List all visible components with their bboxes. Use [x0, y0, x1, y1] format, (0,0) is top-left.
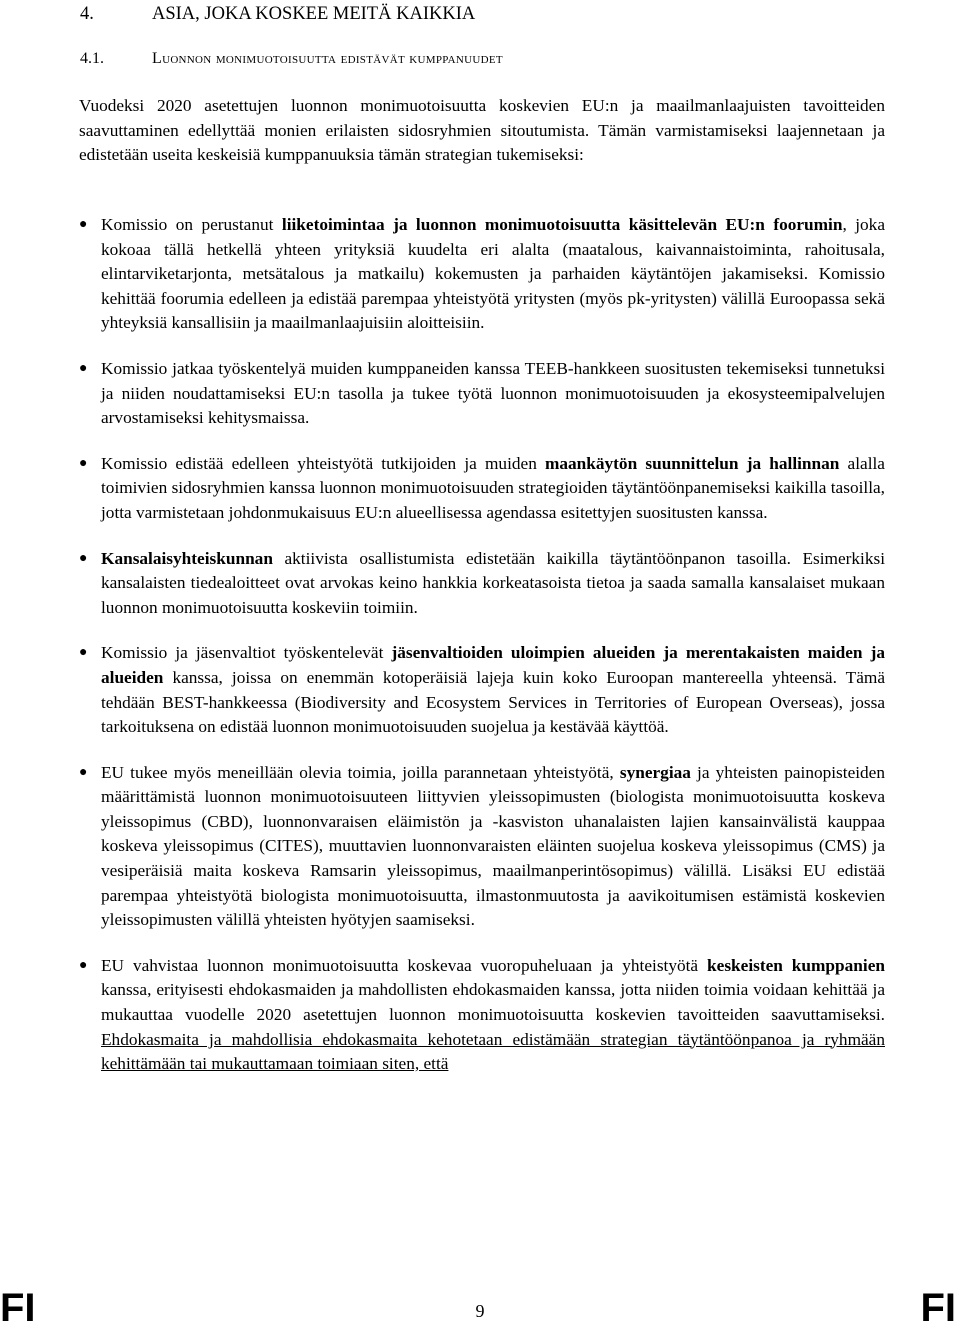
- bullet-text: ja yhteisten painopisteiden määrittämistä luonnon monimuotoisuuteen liittyvien yleissopimusten (biologista monimuotoisuutta koskeva yleissopimus (CBD), luonnonvaraisen eläimistön ja -kasviston uhanalaisten lajien kansainvälistä kauppaa koskeva yleissopimus (CITES), muuttavien luonnonvaraisten eläinten suojelua koskeva yleissopimus (CMS) ja vesiperäisiä maita koskeva Ramsarin yleissopimus, maailmanperintösopimus) välillä. Lisäksi EU edistää parempaa yhteistyötä biologista monimuotoisuutta, ilmastonmuutosta ja aavikoitumisen estämistä koskevien yleissopimusten välillä yhteisten hyötyjen saamiseksi.: [101, 762, 885, 930]
- heading-2-title: Luonnon monimuotoisuutta edistävät kumppanuudet: [152, 50, 503, 67]
- heading-2: [80, 50, 503, 68]
- bullet-bold-text: liiketoimintaa ja luonnon monimuotoisuutta käsittelevän EU:n foorumin: [281, 215, 843, 234]
- bullet-item-key-partners: [79, 954, 885, 1077]
- bullet-text: Komissio jatkaa työskentelyä muiden kumppaneiden kanssa TEEB-hankkeen suositusten tekemiseksi tunnetuksi ja niiden noudattamiseksi EU:n tasolla ja tukee työtä luonnon monimuotoisuuden ja ekosysteemipalvelujen arvostamiseksi kehitysmaissa.: [101, 358, 885, 428]
- bullet-icon: ●: [79, 550, 88, 566]
- intro-paragraph: Vuodeksi 2020 asetettujen luonnon monimuotoisuutta koskevien EU:n ja maailmanlaajuisten tavoitteiden saavuttaminen edellyttää monien erilaisten sidosryhmien sitoutumista. Tämän varmistamiseksi laajennetaan ja edistetään useita keskeisiä kumppanuuksia tämän strategian tukemiseksi:: [79, 96, 885, 165]
- heading-2-number: 4.1.: [80, 50, 104, 67]
- bullet-icon: ●: [79, 217, 88, 232]
- bullet-item-outermost-regions: [79, 641, 885, 739]
- footer-language-right: FI: [920, 1286, 956, 1330]
- heading-1-number: 4.: [80, 4, 94, 24]
- bullet-text: Komissio on perustanut: [101, 215, 282, 234]
- bullet-item-teeb: [79, 357, 885, 431]
- bullet-item-synergy: [79, 761, 885, 933]
- bullet-bold-text: keskeisten kumppanien: [707, 955, 885, 975]
- bullet-icon: ●: [79, 455, 88, 471]
- heading-1-title: ASIA, JOKA KOSKEE MEITÄ KAIKKIA: [152, 4, 476, 24]
- bullet-text: Komissio ja jäsenvaltiot työskentelevät: [101, 643, 392, 663]
- bullet-bold-text: synergiaa: [619, 762, 691, 782]
- bullet-text: alalla toimivien sidosryhmien kanssa luonnon monimuotoisuuden strategioiden täytäntöönpanemiseksi kaikilla tasoilla, jotta varmistetaan johdonmukaisuus EU:n alueellisessa agendassa esitettyjen suositusten kanssa.: [101, 453, 885, 522]
- footer-language-left: FI: [0, 1286, 36, 1330]
- bullet-item-business-platform: [79, 213, 885, 336]
- page-number: 9: [475, 1301, 485, 1321]
- bullet-text: aktiivista osallistumista edistetään kaikilla täytäntöönpanon tasoilla. Esimerkiksi kansalaisten tiedealoitteet ovat arvokas keino hankkia korkeatasoista tietoa ja saada samalla kansalaiset mukaan luonnon monimuotoisuutta koskeviin toimiin.: [101, 548, 885, 617]
- bullet-text: , joka kokoaa tällä hetkellä yhteen yrityksiä kuudelta eri alalta (maatalous, kaivannaistoiminta, rahoitusala, elintarviketarjonta, metsätalous ja matkailu) kokemusten ja parhaiden käytäntöjen jakamiseksi. Komissio kehittää foorumia edelleen ja edistää parempaa yhteistyötä yritysten (myös pk-yritysten) välillä Euroopassa sekä yhteyksiä kansallisiin ja maailmanlaajuisiin aloitteisiin.: [101, 215, 885, 333]
- bullet-icon: ●: [79, 360, 88, 376]
- bullet-bold-text: maankäytön suunnittelun ja hallinnan: [545, 453, 840, 473]
- bullet-list: [79, 213, 885, 1098]
- bullet-bold-text: jäsenvaltioiden uloimpien alueiden ja merentakaisten maiden ja alueiden: [101, 643, 885, 687]
- bullet-text: Komissio edistää edelleen yhteistyötä tutkijoiden ja muiden: [101, 453, 545, 473]
- bullet-icon: ●: [79, 957, 88, 973]
- bullet-icon: ●: [79, 645, 88, 661]
- bullet-item-civil-society: [79, 547, 885, 621]
- bullet-text: EU vahvistaa luonnon monimuotoisuutta koskevaa vuoropuheluaan ja yhteistyötä: [101, 955, 708, 975]
- bullet-text: kanssa, erityisesti ehdokasmaiden ja mahdollisten ehdokasmaiden kanssa, jotta niiden toimia voidaan kehittää ja mukauttaa vuodelle 2020 asetettujen luonnon monimuotoisuutta koskevien tavoitteiden saavuttamiseksi.: [101, 980, 885, 1025]
- bullet-icon: ●: [79, 764, 88, 780]
- bullet-text: kanssa, joissa on enemmän kotoperäisiä lajeja kuin koko Euroopan mantereella yhteensä. Tämä tehdään BEST-hankkeessa (Biodiversity and Ecosystem Services in Territories of European Overseas), jossa tarkoituksena on edistää luonnon monimuotoisuuden suojelua ja kestävää käyttöä.: [101, 667, 885, 737]
- bullet-underlined-text: Ehdokasmaita ja mahdollisia ehdokasmaita kehotetaan edistämään strategian täytäntöönpanoa ja ryhmään kehittämään tai mukauttamaan toimiaan siten, että: [101, 1029, 885, 1074]
- bullet-item-land-use: [79, 452, 885, 526]
- bullet-text: EU tukee myös meneillään olevia toimia, joilla parannetaan yhteistyötä,: [101, 762, 620, 782]
- bullet-bold-text: Kansalaisyhteiskunnan: [101, 548, 273, 568]
- heading-1: [80, 4, 475, 25]
